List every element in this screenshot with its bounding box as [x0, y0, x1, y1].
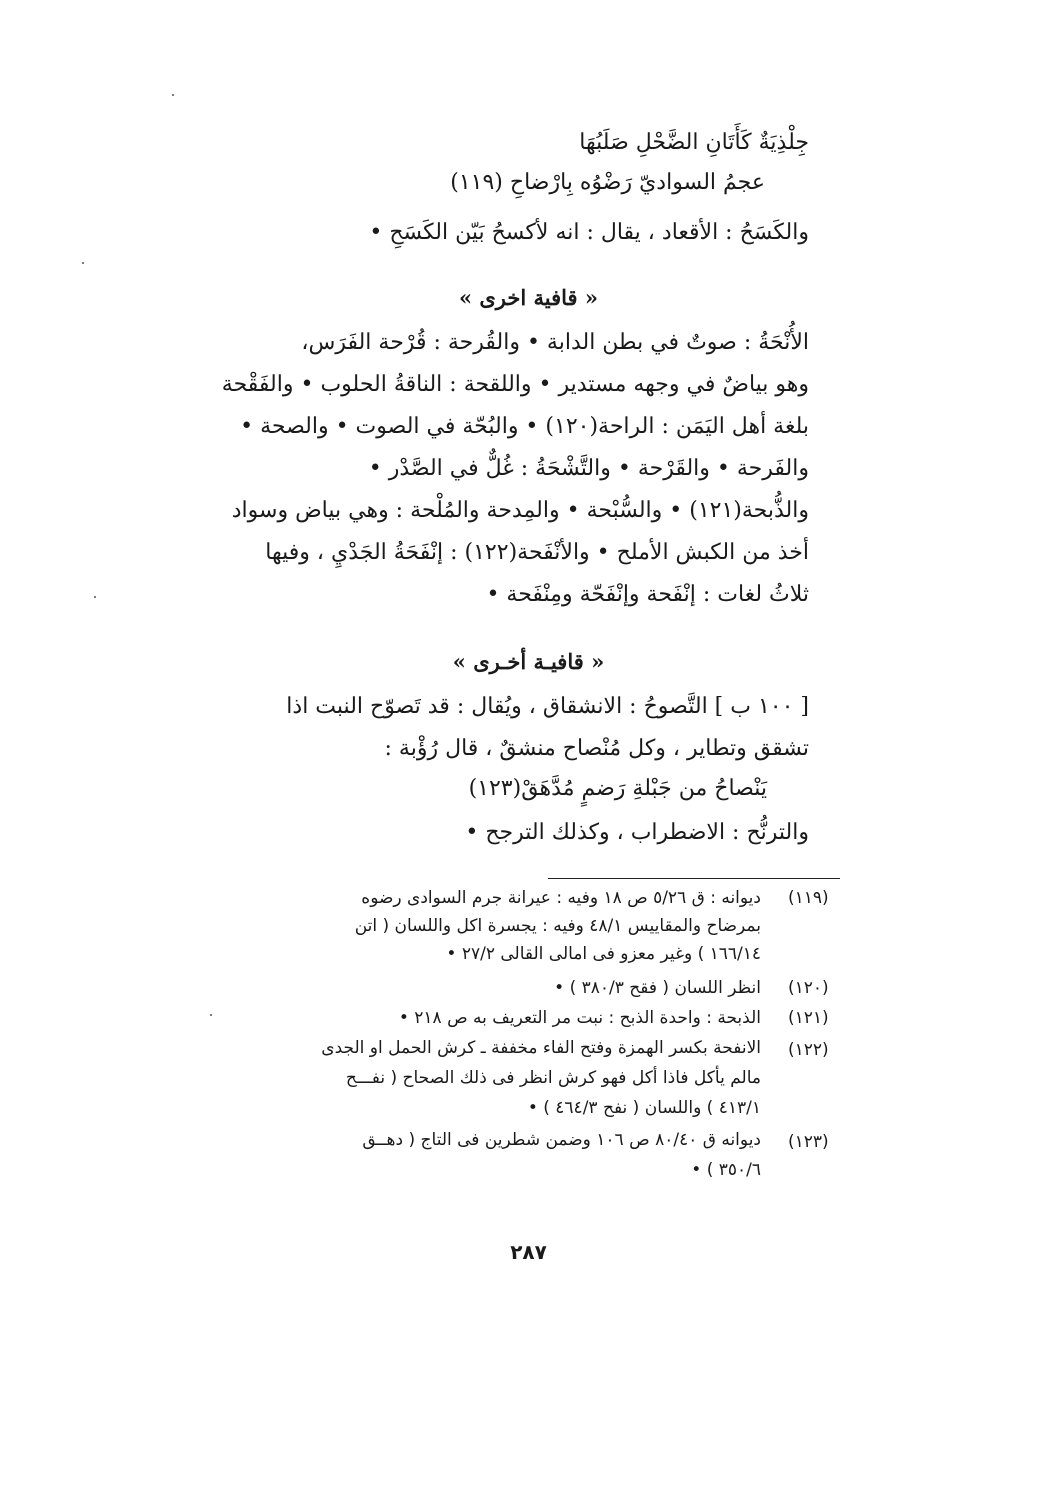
paragraph-line: والفَرحة • والقَرْحة • والتَّشْحَةُ : غُلٌّ في الصَّدْر • — [368, 456, 809, 481]
paragraph-line: أخذ من الكبش الأملح • والأنْفَحة(١٢٢) : إنْفَحَةُ الجَدْيِ ، وفيها — [265, 540, 809, 565]
scan-speck — [82, 262, 84, 264]
footnote-line: ١٦٦/١٤ ) وغير معزو فى امالى القالى ٢٧/٢ • — [446, 944, 761, 964]
paragraph-line: [ ١٠٠ ب ] التَّصوحُ : الانشقاق ، ويُقال : قد تَصوّح النبت اذا — [286, 694, 809, 719]
footnote-number: (١١٩) — [788, 888, 829, 908]
footnote-line: مالم يأكل فاذا أكل فهو كرش انظر فى ذلك الصحاح ( نفـــح — [345, 1068, 761, 1088]
paragraph-line: والذُّبحة(١٢١) • والسُّبْحة • والمِدحة والمُلْحة : وهي بياض وسواد — [231, 498, 809, 523]
scan-speck — [172, 94, 174, 96]
footnote-line: ٣٥٠/٦ ) • — [691, 1160, 761, 1180]
footnote-number: (١٢٠) — [788, 978, 829, 998]
footnote-line: الانفحة بكسر الهمزة وفتح الفاء مخففة ـ كرش الحمل او الجدى — [321, 1038, 761, 1058]
paragraph-line: ثلاثُ لغات : إنْفَحة وإنْفَحّة ومِنْفَحة • — [486, 582, 809, 607]
paragraph-line: وهو بياضٌ في وجهه مستدير • واللقحة : الناقةُ الحلوب • والفَقْحة — [221, 372, 809, 397]
section-heading-2: « قافيـة أخـرى » — [452, 649, 605, 674]
footnote-line: ٤١٣/١ ) واللسان ( نفح ٤٦٤/٣ ) • — [527, 1098, 761, 1118]
verse-line-2: عجمُ السواديّ رَضْوُه بِارْضاحِ (١١٩) — [450, 170, 765, 195]
section-heading-1: « قافية اخرى » — [458, 285, 599, 310]
footnote-number: (١٢١) — [788, 1008, 829, 1028]
footnote-number: (١٢٣) — [788, 1132, 829, 1152]
page-number: ٢٨٧ — [510, 1240, 547, 1264]
footnote-line: انظر اللسان ( فقح ٣٨٠/٣ ) • — [554, 978, 761, 998]
paragraph-line: تشقق وتطاير ، وكل مُنْصاح منشقٌ ، قال رُؤْبة : — [384, 736, 809, 761]
footnote-line: ديوانه : ق ٥/٢٦ ص ١٨ وفيه : عيرانة جرم السوادى رضوه — [361, 888, 761, 908]
footnote-line: ديوانه ق ٨٠/٤٠ ص ١٠٦ وضمن شطرين فى التاج ( دهــق — [362, 1130, 761, 1150]
prose-line: والكَسَحُ : الأقعاد ، يقال : انه لأكسحُ بَيّن الكَسَحِ • — [369, 220, 809, 245]
footnote-separator — [548, 878, 840, 879]
verse-line-3: يَنْصاحُ من جَبْلةِ رَضمٍ مُدَّهَقْ(١٢٣) — [468, 776, 767, 801]
scan-speck — [94, 596, 96, 598]
footnote-number: (١٢٢) — [788, 1040, 829, 1060]
prose-line: والترنُّح : الاضطراب ، وكذلك الترجح • — [465, 820, 809, 845]
footnote-line: الذبحة : واحدة الذبح : نبت مر التعريف به ص ٢١٨ • — [398, 1008, 761, 1028]
verse-line-1: جِلْذِيَةٌ كَأَتَانِ الضَّحْلِ صَلَبُهَا — [579, 130, 809, 155]
paragraph-line: بلغة أهل اليَمَن : الراحة(١٢٠) • والبُحّة في الصوت • والصحة • — [240, 414, 809, 439]
scan-speck — [210, 1014, 212, 1016]
footnote-line: بمرضاح والمقاييس ٤٨/١ وفيه : يجسرة اكل واللسان ( اتن — [354, 916, 761, 936]
paragraph-line: الأُنْحَةُ : صوتٌ في بطن الدابة • والقُرحة : قُرْحة الفَرَس، — [301, 330, 809, 355]
